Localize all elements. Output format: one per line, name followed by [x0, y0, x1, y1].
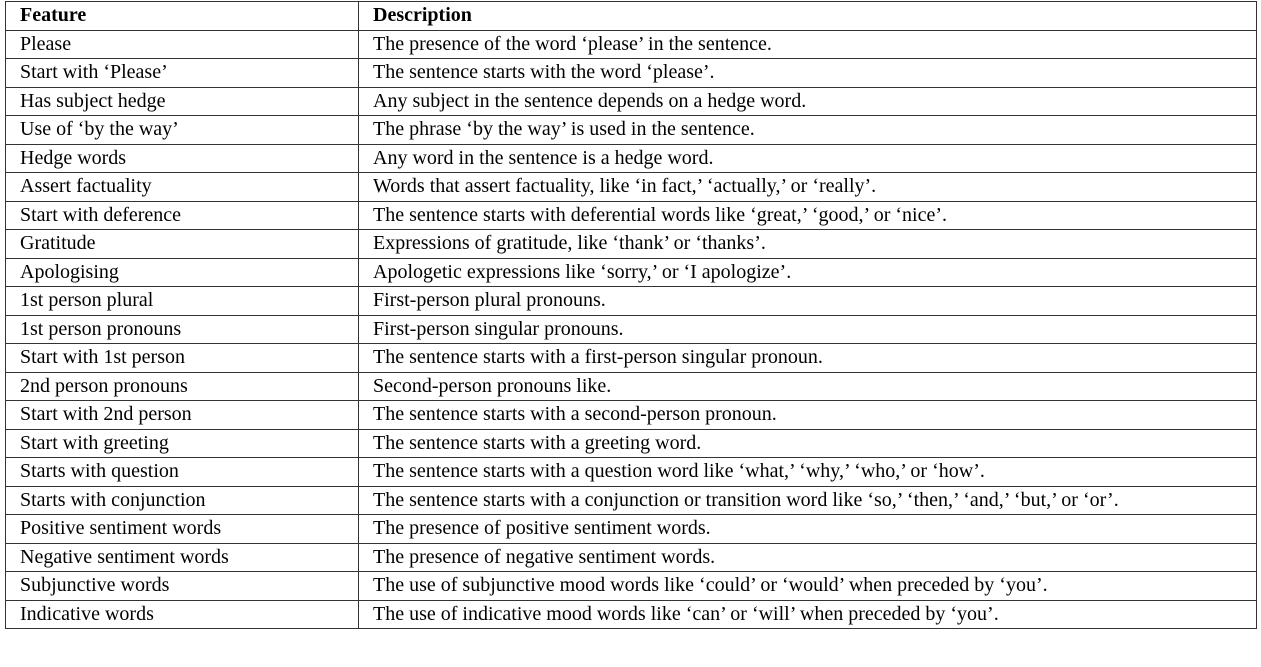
table-row [6, 116, 1257, 145]
table-row [6, 87, 1257, 116]
table-row [6, 600, 1257, 629]
feature-cell: Start with ‘Please’ [6, 59, 359, 88]
feature-description-table [5, 1, 1257, 629]
description-cell: The sentence starts with a conjunction or transition word like ‘so,’ ‘then,’ ‘and,’ ‘but,’ or ‘or’. [359, 486, 1257, 515]
table-body [6, 30, 1257, 629]
table-row [6, 344, 1257, 373]
feature-cell: Starts with conjunction [6, 486, 359, 515]
feature-cell: Hedge words [6, 144, 359, 173]
table-row [6, 315, 1257, 344]
description-cell: The presence of negative sentiment words. [359, 543, 1257, 572]
header-feature: Feature [6, 2, 359, 31]
description-cell: First-person singular pronouns. [359, 315, 1257, 344]
description-cell: Second-person pronouns like. [359, 372, 1257, 401]
header-description: Description [359, 2, 1257, 31]
description-cell: The phrase ‘by the way’ is used in the sentence. [359, 116, 1257, 145]
feature-cell: 2nd person pronouns [6, 372, 359, 401]
description-cell: The presence of the word ‘please’ in the sentence. [359, 30, 1257, 59]
feature-cell: Start with 2nd person [6, 401, 359, 430]
feature-cell: Positive sentiment words [6, 515, 359, 544]
table-row [6, 230, 1257, 259]
feature-cell: Start with greeting [6, 429, 359, 458]
description-cell: The use of indicative mood words like ‘can’ or ‘will’ when preceded by ‘you’. [359, 600, 1257, 629]
feature-cell: Please [6, 30, 359, 59]
table-row [6, 287, 1257, 316]
table-row [6, 429, 1257, 458]
feature-cell: Has subject hedge [6, 87, 359, 116]
feature-cell: Subjunctive words [6, 572, 359, 601]
feature-cell: Assert factuality [6, 173, 359, 202]
table-row [6, 144, 1257, 173]
description-cell: The use of subjunctive mood words like ‘could’ or ‘would’ when preceded by ‘you’. [359, 572, 1257, 601]
description-cell: The sentence starts with a second-person pronoun. [359, 401, 1257, 430]
description-cell: Any subject in the sentence depends on a hedge word. [359, 87, 1257, 116]
description-cell: The presence of positive sentiment words. [359, 515, 1257, 544]
table-row [6, 543, 1257, 572]
description-cell: The sentence starts with a greeting word. [359, 429, 1257, 458]
table-row [6, 30, 1257, 59]
feature-cell: Starts with question [6, 458, 359, 487]
feature-cell: Apologising [6, 258, 359, 287]
table-row [6, 486, 1257, 515]
feature-cell: Start with deference [6, 201, 359, 230]
description-cell: The sentence starts with a question word like ‘what,’ ‘why,’ ‘who,’ or ‘how’. [359, 458, 1257, 487]
table-header-row [6, 2, 1257, 31]
table-row [6, 372, 1257, 401]
table-row [6, 59, 1257, 88]
table-row [6, 458, 1257, 487]
description-cell: Apologetic expressions like ‘sorry,’ or ‘I apologize’. [359, 258, 1257, 287]
feature-cell: Start with 1st person [6, 344, 359, 373]
description-cell: The sentence starts with a first-person singular pronoun. [359, 344, 1257, 373]
table-row [6, 515, 1257, 544]
description-cell: First-person plural pronouns. [359, 287, 1257, 316]
feature-cell: Indicative words [6, 600, 359, 629]
table-row [6, 173, 1257, 202]
description-cell: Expressions of gratitude, like ‘thank’ or ‘thanks’. [359, 230, 1257, 259]
description-cell: Any word in the sentence is a hedge word. [359, 144, 1257, 173]
feature-cell: Gratitude [6, 230, 359, 259]
table-row [6, 201, 1257, 230]
feature-cell: Negative sentiment words [6, 543, 359, 572]
feature-cell: 1st person plural [6, 287, 359, 316]
description-cell: Words that assert factuality, like ‘in fact,’ ‘actually,’ or ‘really’. [359, 173, 1257, 202]
table-row [6, 572, 1257, 601]
description-cell: The sentence starts with deferential words like ‘great,’ ‘good,’ or ‘nice’. [359, 201, 1257, 230]
feature-cell: 1st person pronouns [6, 315, 359, 344]
table-row [6, 401, 1257, 430]
table-row [6, 258, 1257, 287]
feature-cell: Use of ‘by the way’ [6, 116, 359, 145]
description-cell: The sentence starts with the word ‘please’. [359, 59, 1257, 88]
